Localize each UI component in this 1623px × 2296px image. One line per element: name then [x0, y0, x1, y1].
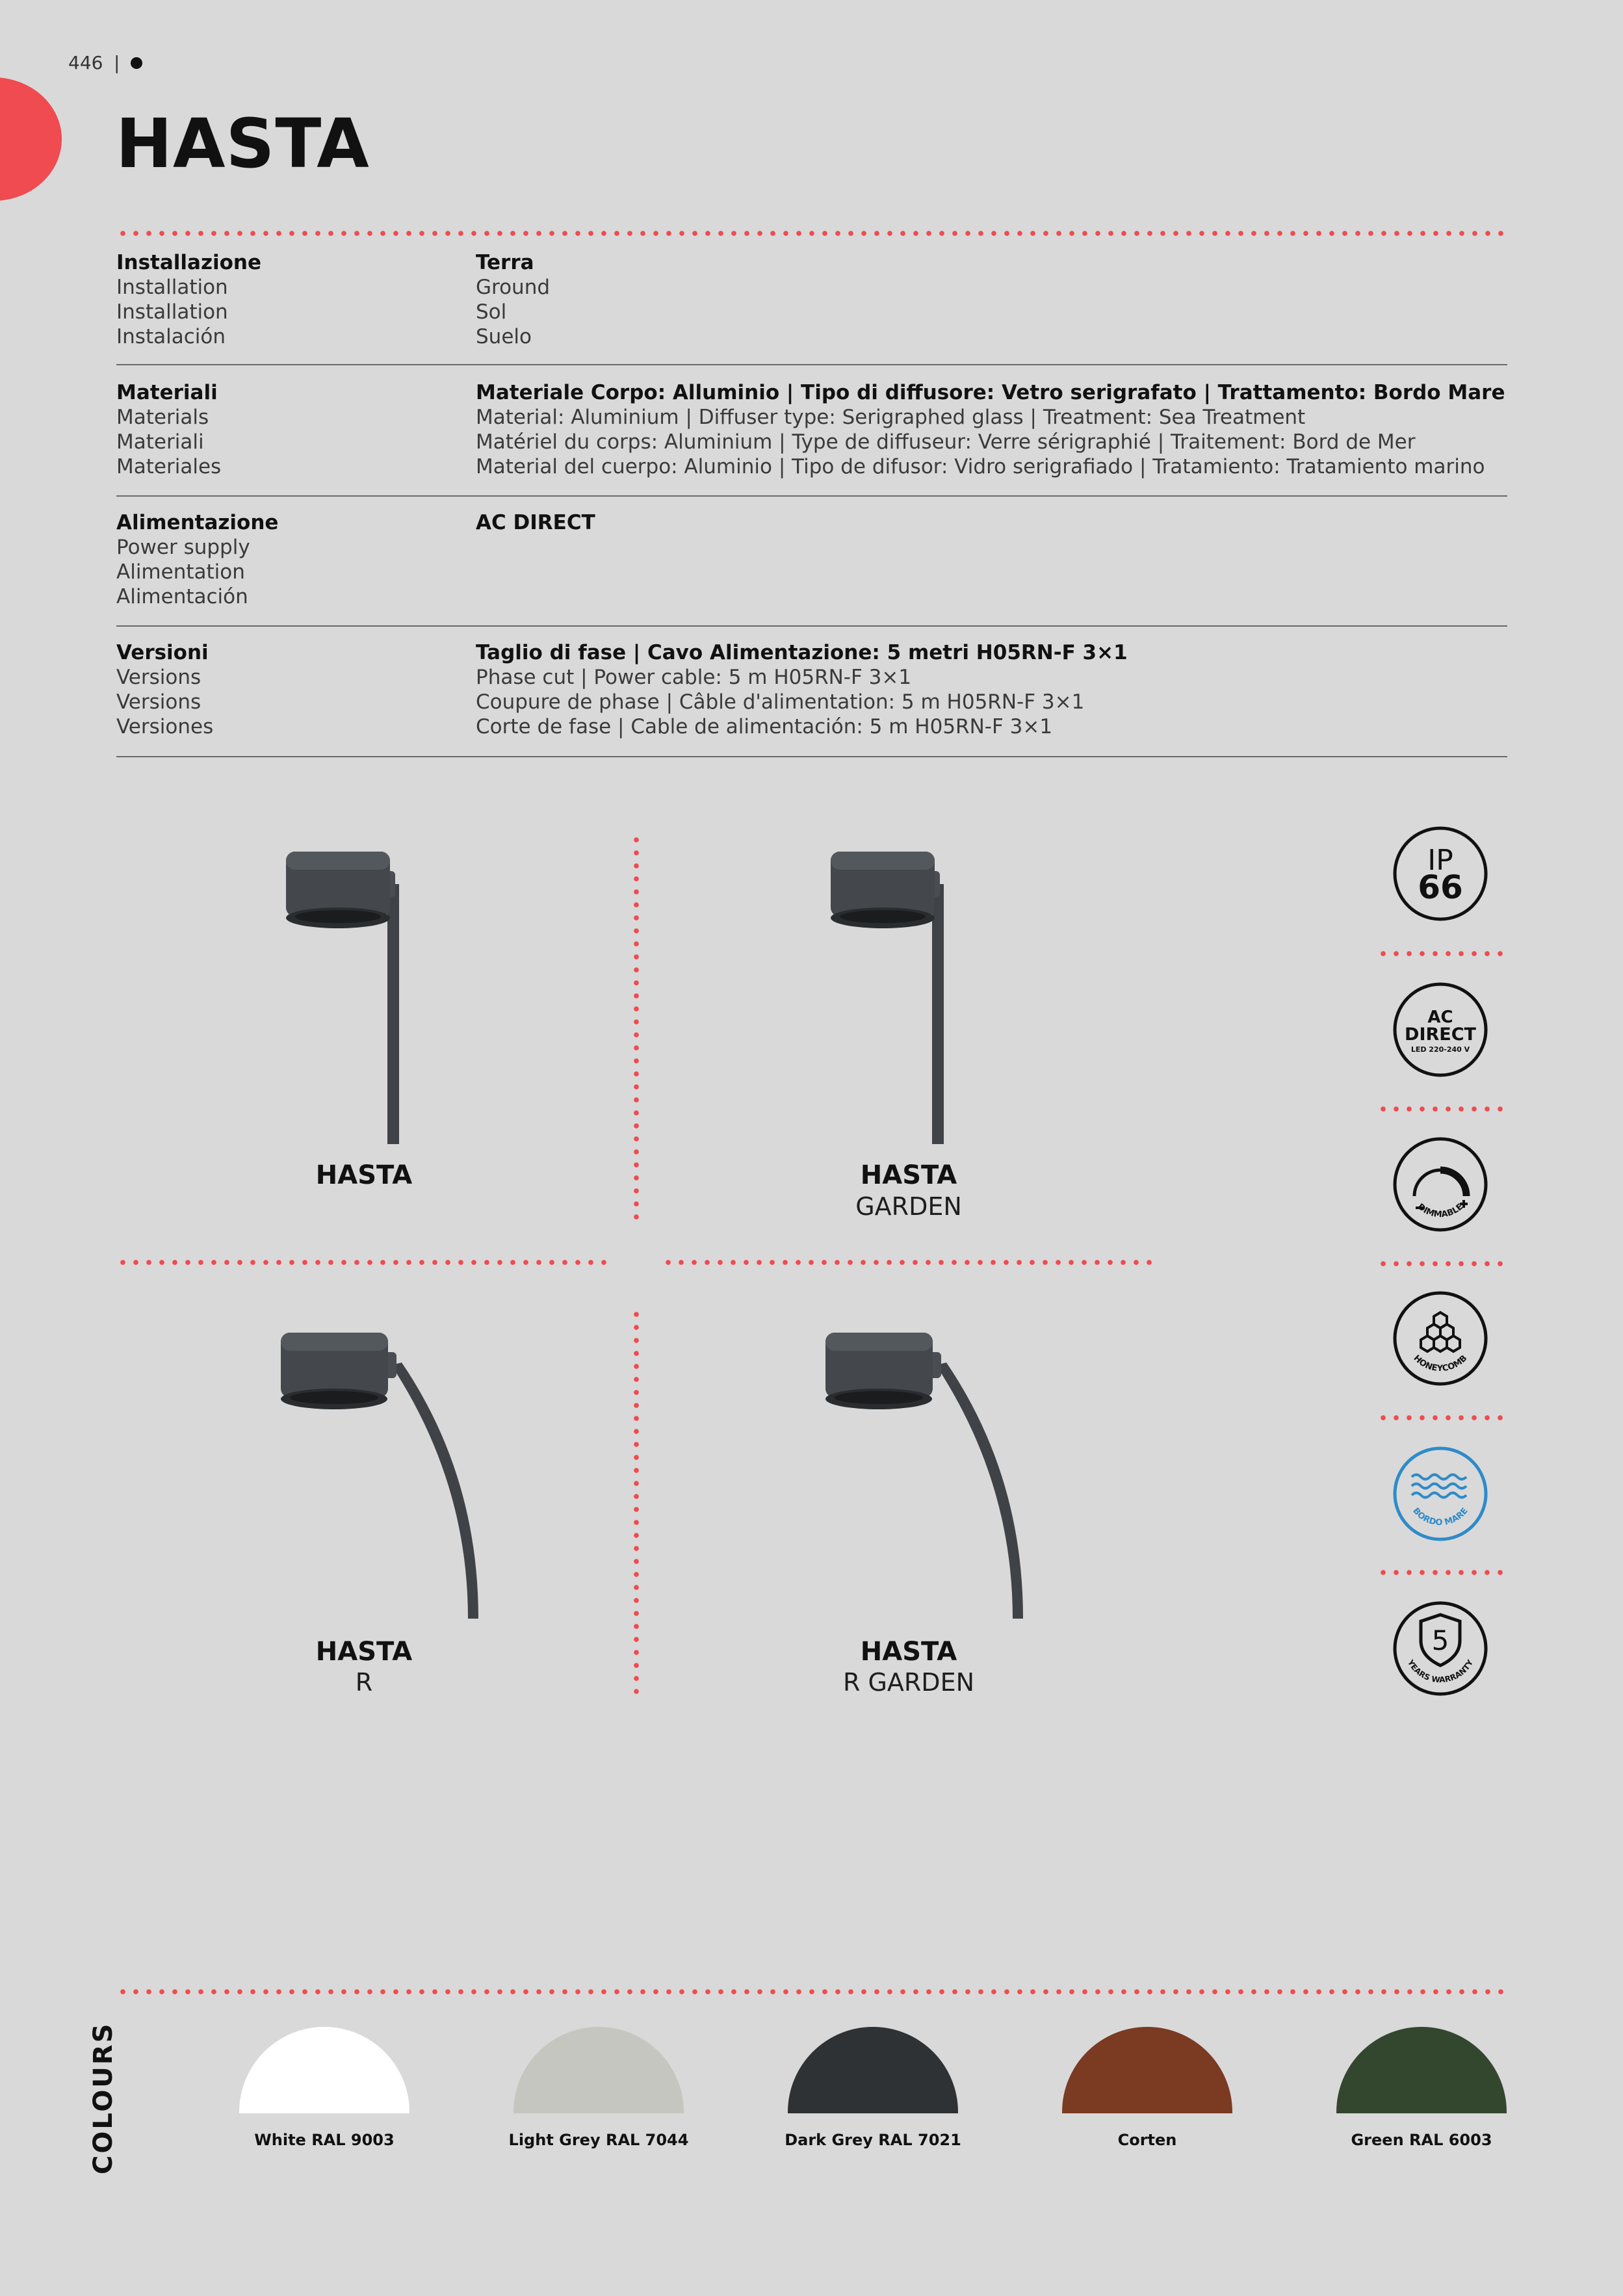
- product-name: HASTA: [315, 1637, 413, 1667]
- spec-values: [476, 250, 1516, 349]
- value-it: Terra: [476, 251, 534, 274]
- label-it: Materiali: [116, 381, 218, 404]
- spec-values: [476, 640, 1516, 739]
- value-fr: Matériel du corps: Aluminium | Type de diffuseur: Verre sérigraphié | Traitement: Bord de Mer: [476, 430, 1416, 454]
- dotted-divider: [634, 833, 639, 1220]
- row-divider: [116, 495, 1507, 497]
- warranty-5-years-icon: [1392, 1600, 1488, 1697]
- dotted-divider: [116, 231, 1507, 236]
- label-en: Power supply: [116, 536, 250, 559]
- svg-text:AC: AC: [1427, 1008, 1453, 1027]
- dotted-divider: [1377, 1106, 1507, 1112]
- svg-text:IP: IP: [1427, 844, 1453, 877]
- ac-direct-icon: [1392, 982, 1488, 1078]
- red-circle-decoration: [0, 77, 62, 201]
- value-it: AC DIRECT: [476, 511, 595, 534]
- spec-labels: [116, 250, 454, 349]
- hasta-garden-lamp-image: [818, 845, 961, 1144]
- product-variant: R: [355, 1668, 373, 1697]
- dotted-divider: [1377, 1570, 1507, 1575]
- hasta-r-lamp-image: [273, 1326, 481, 1625]
- spec-values: [476, 510, 1516, 535]
- label-it: Alimentazione: [116, 511, 279, 534]
- bullet-dot-icon: [131, 57, 142, 69]
- colour-label: White RAL 9003: [254, 2131, 395, 2149]
- label-fr: Installation: [116, 300, 228, 324]
- colour-label: Dark Grey RAL 7021: [785, 2131, 961, 2149]
- product-name: HASTA: [315, 1160, 413, 1190]
- svg-text:HONEYCOMB: HONEYCOMB: [1411, 1353, 1470, 1374]
- value-es: Suelo: [476, 325, 532, 348]
- value-es: Corte de fase | Cable de alimentación: 5 m H05RN-F 3×1: [476, 715, 1053, 738]
- svg-text:DIRECT: DIRECT: [1405, 1024, 1476, 1045]
- value-en: Material: Aluminium | Diffuser type: Serigraphed glass | Treatment: Sea Treatment: [476, 406, 1306, 429]
- row-divider: [116, 625, 1507, 627]
- dotted-divider: [116, 1260, 614, 1265]
- label-fr: Alimentation: [116, 560, 245, 584]
- dotted-divider: [1377, 1261, 1507, 1266]
- honeycomb-icon: [1392, 1290, 1488, 1387]
- svg-text:5: 5: [1431, 1624, 1449, 1656]
- label-en: Materials: [116, 406, 209, 429]
- colours-heading: COLOURS: [88, 2022, 118, 2174]
- product-name: HASTA: [860, 1637, 957, 1667]
- svg-text:66: 66: [1418, 868, 1463, 906]
- value-it: Materiale Corpo: Alluminio | Tipo di diffusore: Vetro serigrafato | Trattamento: Bordo Mare: [476, 381, 1505, 404]
- value-fr: Coupure de phase | Câble d'alimentation: 5 m H05RN-F 3×1: [476, 690, 1085, 714]
- svg-text:BORDO MARE: BORDO MARE: [1410, 1506, 1470, 1528]
- bordo-mare-icon: [1392, 1446, 1488, 1542]
- row-divider: [116, 756, 1507, 757]
- label-es: Alimentación: [116, 585, 248, 608]
- svg-text:YEARS WARRANTY: YEARS WARRANTY: [1405, 1658, 1475, 1685]
- colour-swatch: [239, 2027, 409, 2113]
- value-es: Material del cuerpo: Aluminio | Tipo de difusor: Vidro serigrafiado | Tratamiento: Tratamiento marino: [476, 455, 1485, 478]
- spec-labels: [116, 510, 454, 609]
- colour-label: Light Grey RAL 7044: [508, 2131, 689, 2149]
- label-en: Versions: [116, 666, 201, 689]
- dotted-divider: [1377, 951, 1507, 956]
- colour-label: Corten: [1117, 2131, 1177, 2149]
- ip66-icon: [1392, 826, 1488, 922]
- product-variant: GARDEN: [855, 1192, 962, 1221]
- spec-values: [476, 380, 1516, 479]
- value-en: Ground: [476, 276, 551, 299]
- spec-labels: [116, 380, 454, 479]
- label-en: Installation: [116, 276, 228, 299]
- svg-text:DIMMABLE: DIMMABLE: [1415, 1201, 1466, 1220]
- label-fr: Versions: [116, 690, 201, 714]
- label-es: Materiales: [116, 455, 222, 478]
- dotted-divider: [662, 1260, 1159, 1265]
- value-fr: Sol: [476, 300, 507, 324]
- hasta-lamp-image: [273, 845, 416, 1144]
- colour-swatch: [1336, 2027, 1507, 2113]
- dotted-divider: [634, 1308, 639, 1698]
- colour-label: Green RAL 6003: [1351, 2131, 1492, 2149]
- svg-text:LED 220-240 V: LED 220-240 V: [1410, 1045, 1470, 1054]
- spec-labels: [116, 640, 454, 739]
- label-fr: Materiali: [116, 430, 204, 454]
- page-title: HASTA: [116, 104, 370, 183]
- hasta-r-garden-lamp-image: [818, 1326, 1026, 1625]
- page-number: 446: [68, 52, 103, 73]
- dotted-divider: [1377, 1415, 1507, 1420]
- colour-swatch: [1062, 2027, 1232, 2113]
- colour-swatch: [513, 2027, 684, 2113]
- dotted-divider: [116, 1989, 1507, 1994]
- value-en: Phase cut | Power cable: 5 m H05RN-F 3×1: [476, 666, 912, 689]
- dimmable-icon: [1392, 1136, 1488, 1233]
- label-it: Versioni: [116, 641, 209, 664]
- colour-swatch: [788, 2027, 958, 2113]
- label-es: Versiones: [116, 715, 214, 738]
- label-es: Instalación: [116, 325, 226, 348]
- product-name: HASTA: [860, 1160, 957, 1190]
- page-separator: |: [114, 52, 120, 73]
- product-variant: R GARDEN: [842, 1668, 975, 1697]
- row-divider: [116, 364, 1507, 365]
- value-it: Taglio di fase | Cavo Alimentazione: 5 metri H05RN-F 3×1: [476, 641, 1128, 664]
- label-it: Installazione: [116, 251, 262, 274]
